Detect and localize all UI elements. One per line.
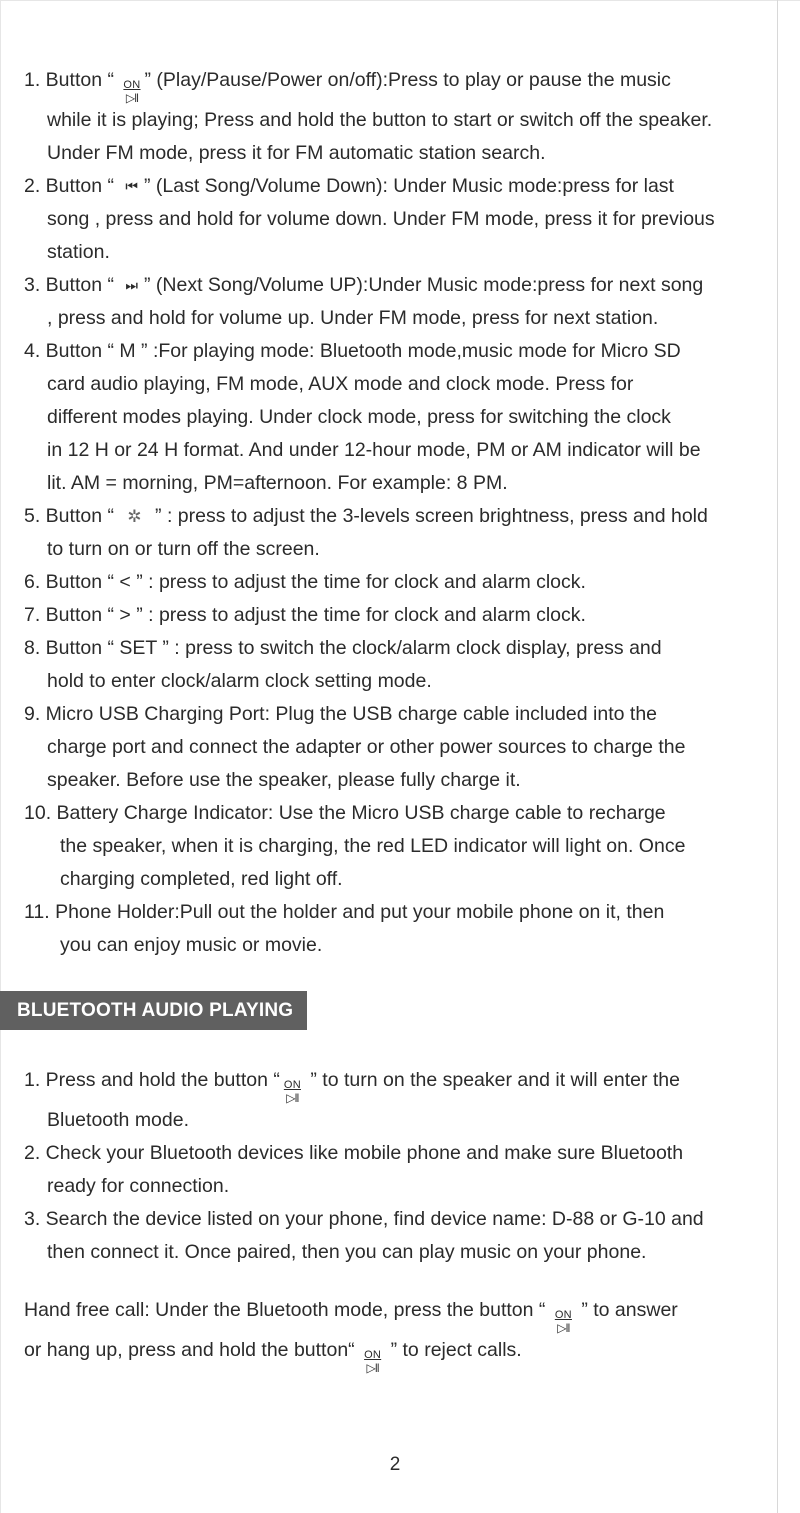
list-item-line bbox=[24, 764, 764, 797]
list-item-line bbox=[24, 467, 764, 500]
hands-free-call-paragraph bbox=[24, 1294, 769, 1374]
text-segment: speaker. Before use the speaker, please fully charge it. bbox=[47, 769, 521, 791]
play-pause-power-icon bbox=[364, 1350, 381, 1374]
list-item bbox=[24, 269, 764, 335]
text-segment: card audio playing, FM mode, AUX mode and clock mode. Press for bbox=[47, 373, 634, 395]
list-item bbox=[24, 566, 764, 599]
text-segment: 2. Button “ bbox=[24, 175, 120, 197]
list-item bbox=[24, 500, 764, 566]
list-item bbox=[24, 698, 764, 797]
list-item-line bbox=[24, 599, 764, 632]
text-segment: then connect it. Once paired, then you can play music on your phone. bbox=[47, 1241, 647, 1263]
list-item bbox=[24, 599, 764, 632]
next-track-icon: ⏭ bbox=[125, 277, 138, 293]
text-segment: you can enjoy music or movie. bbox=[60, 934, 323, 956]
text-segment: 5. Button “ bbox=[24, 505, 120, 527]
text-segment: hold to enter clock/alarm clock setting mode. bbox=[47, 670, 432, 692]
list-item-line bbox=[24, 929, 764, 962]
list-item-line bbox=[24, 830, 764, 863]
text-segment: while it is playing; Press and hold the button to start or switch off the speaker. bbox=[47, 109, 713, 131]
text-segment: the speaker, when it is charging, the red LED indicator will light on. Once bbox=[60, 835, 686, 857]
brightness-icon: ✲ bbox=[127, 507, 142, 526]
text-segment: 9. Micro USB Charging Port: Plug the USB charge cable included into the bbox=[24, 703, 658, 725]
list-item-line bbox=[24, 1203, 764, 1236]
list-item-line bbox=[24, 500, 764, 533]
icon-glyph: ▷‖ bbox=[125, 91, 139, 105]
list-item-line bbox=[24, 632, 764, 665]
list-item-line bbox=[24, 863, 764, 896]
text-segment: charging completed, red light off. bbox=[60, 868, 343, 890]
list-item-line bbox=[24, 137, 764, 170]
play-pause-power-icon bbox=[555, 1310, 572, 1334]
list-item-line bbox=[24, 236, 764, 269]
text-segment: ” (Next Song/Volume UP):Under Music mode:press for next song bbox=[144, 274, 704, 296]
text-segment: station. bbox=[47, 241, 110, 263]
list-item-line bbox=[24, 302, 764, 335]
icon-on-label: ON bbox=[283, 1079, 301, 1091]
list-item-line bbox=[24, 665, 764, 698]
list-item-line bbox=[24, 104, 764, 137]
list-item-line bbox=[24, 434, 764, 467]
text-segment: to turn on or turn off the screen. bbox=[47, 538, 320, 560]
list-item-line bbox=[24, 335, 764, 368]
text-segment: ” : press to adjust the 3-levels screen brightness, press and hold bbox=[149, 505, 708, 527]
text-segment: 1. Button “ bbox=[24, 69, 120, 91]
text-segment: ” (Play/Pause/Power on/off):Press to play or pause the music bbox=[144, 69, 671, 91]
text-segment: 1. Press and hold the button “ bbox=[24, 1069, 280, 1091]
list-item-line bbox=[24, 1064, 764, 1104]
list-item-line bbox=[24, 731, 764, 764]
list-item-line bbox=[24, 64, 764, 104]
list-item-line bbox=[24, 797, 764, 830]
text-segment: different modes playing. Under clock mode, press for switching the clock bbox=[47, 406, 671, 428]
text-segment: 10. Battery Charge Indicator: Use the Micro USB charge cable to recharge bbox=[24, 802, 666, 824]
list-item bbox=[24, 335, 764, 500]
page-number: 2 bbox=[389, 1454, 401, 1475]
text-segment: 11. Phone Holder:Pull out the holder and put your mobile phone on it, then bbox=[24, 901, 665, 923]
text-segment: ” to reject calls. bbox=[385, 1339, 522, 1361]
text-segment: charge port and connect the adapter or other power sources to charge the bbox=[47, 736, 686, 758]
list-item-line bbox=[24, 698, 764, 731]
list-item bbox=[24, 170, 764, 269]
play-pause-power-icon bbox=[284, 1080, 301, 1104]
text-segment: 3. Button “ bbox=[24, 274, 120, 296]
list-item-line bbox=[24, 368, 764, 401]
list-item-line bbox=[24, 566, 764, 599]
section-header-bluetooth: BLUETOOTH AUDIO PLAYING bbox=[0, 991, 307, 1030]
icon-glyph: ▷‖ bbox=[366, 1361, 379, 1375]
page-left-border bbox=[0, 0, 1, 1513]
text-segment: lit. AM = morning, PM=afternoon. For example: 8 PM. bbox=[47, 472, 508, 494]
icon-on-label: ON bbox=[364, 1349, 382, 1361]
text-segment: 7. Button “ > ” : press to adjust the time for clock and alarm clock. bbox=[24, 604, 586, 626]
previous-track-icon: ⏮ bbox=[125, 178, 138, 194]
text-segment: , press and hold for volume up. Under FM mode, press for next station. bbox=[47, 307, 659, 329]
list-item-line bbox=[24, 1170, 764, 1203]
list-item-line bbox=[24, 533, 764, 566]
text-segment: ” to turn on the speaker and it will enter the bbox=[304, 1069, 680, 1091]
text-segment: 3. Search the device listed on your phone, find device name: D-88 or G-10 and bbox=[24, 1208, 704, 1230]
hands-free-line bbox=[24, 1294, 769, 1334]
list-item bbox=[24, 896, 764, 962]
list-item bbox=[24, 632, 764, 698]
bluetooth-steps-list bbox=[24, 1064, 764, 1269]
list-item-line bbox=[24, 896, 764, 929]
text-segment: 2. Check your Bluetooth devices like mobile phone and make sure Bluetooth bbox=[24, 1142, 684, 1164]
text-segment: ” (Last Song/Volume Down): Under Music mode:press for last bbox=[144, 175, 674, 197]
list-item bbox=[24, 64, 764, 170]
text-segment: Bluetooth mode. bbox=[47, 1109, 190, 1131]
list-item-line bbox=[24, 1104, 764, 1137]
icon-on-label: ON bbox=[554, 1309, 572, 1321]
text-segment: ” to answer bbox=[575, 1299, 678, 1321]
text-segment: Hand free call: Under the Bluetooth mode, press the button “ bbox=[24, 1299, 551, 1321]
list-item bbox=[24, 797, 764, 896]
text-segment: song , press and hold for volume down. Under FM mode, press it for previous bbox=[47, 208, 715, 230]
list-item-line bbox=[24, 1137, 764, 1170]
list-item-line bbox=[24, 1236, 764, 1269]
list-item-line bbox=[24, 269, 764, 302]
list-item-line bbox=[24, 401, 764, 434]
text-segment: or hang up, press and hold the button“ bbox=[24, 1339, 361, 1361]
icon-glyph: ▷‖ bbox=[557, 1321, 570, 1335]
text-segment: 8. Button “ SET ” : press to switch the clock/alarm clock display, press and bbox=[24, 637, 662, 659]
list-item bbox=[24, 1203, 764, 1269]
list-item-line bbox=[24, 203, 764, 236]
text-segment: Under FM mode, press it for FM automatic station search. bbox=[47, 142, 546, 164]
hands-free-line bbox=[24, 1334, 769, 1374]
text-segment: 4. Button “ M ” :For playing mode: Bluetooth mode,music mode for Micro SD bbox=[24, 340, 681, 362]
page-right-border bbox=[777, 0, 778, 1513]
text-segment: ready for connection. bbox=[47, 1175, 230, 1197]
text-segment: 6. Button “ < ” : press to adjust the time for clock and alarm clock. bbox=[24, 571, 586, 593]
button-function-list bbox=[24, 64, 764, 962]
list-item-line bbox=[24, 170, 764, 203]
icon-glyph: ▷‖ bbox=[286, 1091, 299, 1105]
text-segment: in 12 H or 24 H format. And under 12-hour mode, PM or AM indicator will be bbox=[47, 439, 701, 461]
list-item bbox=[24, 1137, 764, 1203]
play-pause-power-icon bbox=[123, 80, 140, 104]
icon-on-label: ON bbox=[123, 79, 141, 91]
page-top-border bbox=[0, 0, 800, 1]
list-item bbox=[24, 1064, 764, 1137]
